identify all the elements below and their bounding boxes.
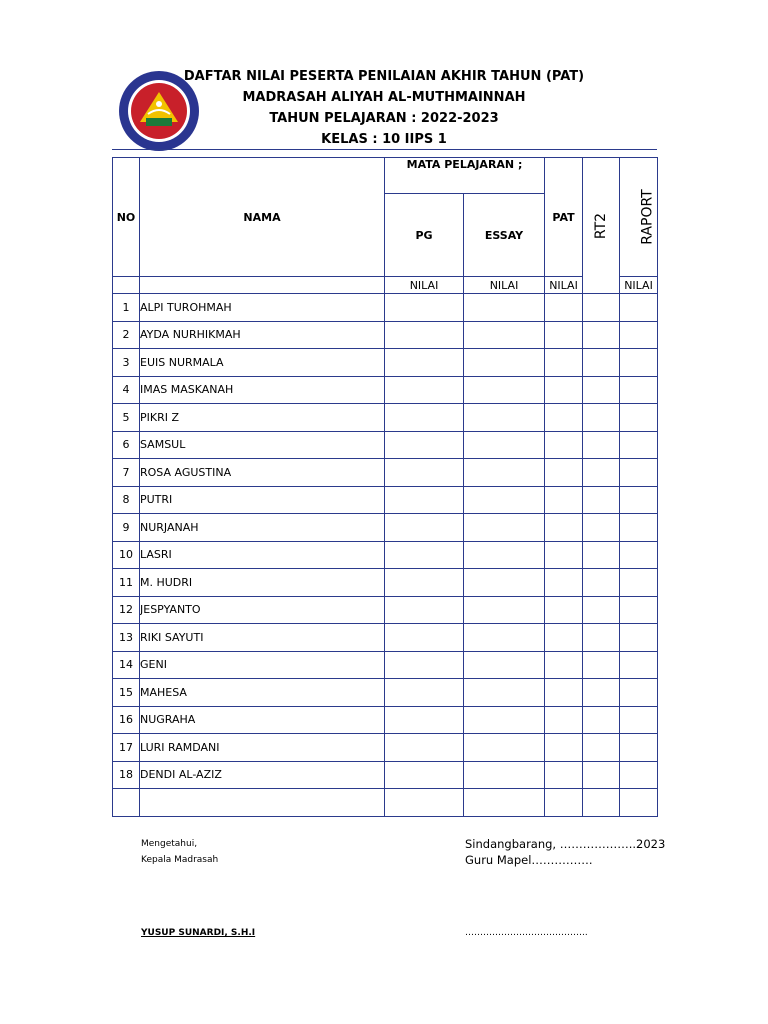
title-line-3: TAHUN PELAJARAN : 2022-2023	[269, 111, 499, 126]
title-line-4: KELAS : 10 IIPS 1	[321, 132, 447, 147]
pg-score-cell[interactable]	[385, 569, 464, 597]
essay-score-cell[interactable]	[464, 706, 545, 734]
table-row	[113, 706, 658, 734]
title-line-2: MADRASAH ALIYAH AL-MUTHMAINNAH	[242, 90, 526, 105]
pat-score-cell[interactable]	[545, 431, 583, 459]
rt2-score-cell[interactable]	[583, 404, 620, 432]
student-name: NURJANAH	[140, 514, 385, 542]
pat-score-cell[interactable]	[545, 569, 583, 597]
raport-score-cell[interactable]	[620, 734, 658, 762]
kepala-madrasah-label: Kepala Madrasah	[141, 855, 219, 865]
row-number: 18	[113, 761, 140, 789]
rt2-score-cell[interactable]	[583, 706, 620, 734]
row-number: 3	[113, 349, 140, 377]
pg-score-cell[interactable]	[385, 624, 464, 652]
table-row	[113, 486, 658, 514]
row-number: 8	[113, 486, 140, 514]
student-name: JESPYANTO	[140, 596, 385, 624]
table-row	[113, 294, 658, 322]
table-row	[113, 321, 658, 349]
pat-score-cell[interactable]	[545, 734, 583, 762]
pat-score-cell[interactable]	[545, 404, 583, 432]
rt2-score-cell[interactable]	[583, 459, 620, 487]
essay-score-cell[interactable]	[464, 734, 545, 762]
table-row	[113, 404, 658, 432]
row-number: 17	[113, 734, 140, 762]
title-line-1: DAFTAR NILAI PESERTA PENILAIAN AKHIR TAHUN (PAT)	[183, 69, 585, 84]
row-number: 6	[113, 431, 140, 459]
grade-table	[112, 157, 658, 817]
pat-score-cell[interactable]	[545, 706, 583, 734]
header-rule	[112, 149, 657, 150]
student-name: GENI	[140, 651, 385, 679]
place-date-label: Sindangbarang, ………………..2023	[465, 837, 666, 851]
row-number: 7	[113, 459, 140, 487]
raport-score-cell[interactable]	[620, 761, 658, 789]
col-no-header: NO	[113, 158, 140, 277]
raport-score-cell[interactable]	[620, 486, 658, 514]
essay-score-cell[interactable]	[464, 431, 545, 459]
rt2-score-cell[interactable]	[583, 651, 620, 679]
row-number: 15	[113, 679, 140, 707]
essay-score-cell[interactable]	[464, 569, 545, 597]
rt2-score-cell[interactable]	[583, 789, 620, 817]
essay-score-cell[interactable]	[464, 624, 545, 652]
pat-score-cell[interactable]	[545, 294, 583, 322]
rt2-score-cell[interactable]	[583, 541, 620, 569]
col-nama-header: NAMA	[140, 158, 385, 277]
row-number: 9	[113, 514, 140, 542]
table-row	[113, 349, 658, 377]
nilai-spacer-cell	[140, 277, 385, 294]
table-row	[113, 651, 658, 679]
essay-score-cell[interactable]	[464, 376, 545, 404]
pg-score-cell[interactable]	[385, 431, 464, 459]
raport-score-cell[interactable]	[620, 514, 658, 542]
rt2-score-cell[interactable]	[583, 734, 620, 762]
raport-score-cell[interactable]	[620, 376, 658, 404]
table-row	[113, 541, 658, 569]
student-name: ALPI TUROHMAH	[140, 294, 385, 322]
student-name: ROSA AGUSTINA	[140, 459, 385, 487]
rt2-score-cell[interactable]	[583, 376, 620, 404]
pat-score-cell[interactable]	[545, 321, 583, 349]
rt2-score-cell[interactable]	[583, 294, 620, 322]
pg-score-cell[interactable]	[385, 376, 464, 404]
rt2-score-cell[interactable]	[583, 431, 620, 459]
essay-score-cell[interactable]	[464, 486, 545, 514]
raport-label: RAPORT	[639, 189, 656, 245]
nilai-pg-label: NILAI	[385, 277, 464, 294]
essay-score-cell[interactable]	[464, 459, 545, 487]
pg-score-cell[interactable]	[385, 789, 464, 817]
raport-score-cell[interactable]	[620, 541, 658, 569]
raport-score-cell[interactable]	[620, 569, 658, 597]
row-number: 4	[113, 376, 140, 404]
col-pat-header: PAT	[545, 158, 583, 277]
document-header	[140, 66, 628, 150]
student-name: PIKRI Z	[140, 404, 385, 432]
pg-score-cell[interactable]	[385, 514, 464, 542]
table-row	[113, 761, 658, 789]
rt2-score-cell[interactable]	[583, 761, 620, 789]
nilai-pat-label: NILAI	[545, 277, 583, 294]
student-name	[140, 789, 385, 817]
raport-score-cell[interactable]	[620, 431, 658, 459]
raport-score-cell[interactable]	[620, 679, 658, 707]
table-row	[113, 789, 658, 817]
nilai-raport-label: NILAI	[620, 277, 658, 294]
student-name: MAHESA	[140, 679, 385, 707]
guru-mapel-label: Guru Mapel…………….	[465, 853, 593, 867]
pg-score-cell[interactable]	[385, 706, 464, 734]
pg-score-cell[interactable]	[385, 651, 464, 679]
student-name: LASRI	[140, 541, 385, 569]
pat-score-cell[interactable]	[545, 651, 583, 679]
student-name: NUGRAHA	[140, 706, 385, 734]
table-row	[113, 679, 658, 707]
essay-score-cell[interactable]	[464, 294, 545, 322]
pat-score-cell[interactable]	[545, 349, 583, 377]
col-essay-header: ESSAY	[464, 194, 545, 277]
essay-score-cell[interactable]	[464, 789, 545, 817]
pg-score-cell[interactable]	[385, 596, 464, 624]
rt2-score-cell[interactable]	[583, 679, 620, 707]
raport-score-cell[interactable]	[620, 651, 658, 679]
essay-score-cell[interactable]	[464, 514, 545, 542]
essay-score-cell[interactable]	[464, 679, 545, 707]
raport-score-cell[interactable]	[620, 706, 658, 734]
essay-score-cell[interactable]	[464, 404, 545, 432]
raport-score-cell[interactable]	[620, 321, 658, 349]
pg-score-cell[interactable]	[385, 459, 464, 487]
col-raport-header	[620, 158, 658, 277]
student-name: M. HUDRI	[140, 569, 385, 597]
row-number	[113, 789, 140, 817]
pat-score-cell[interactable]	[545, 789, 583, 817]
row-number: 16	[113, 706, 140, 734]
pat-score-cell[interactable]	[545, 376, 583, 404]
essay-score-cell[interactable]	[464, 651, 545, 679]
rt2-score-cell[interactable]	[583, 514, 620, 542]
raport-score-cell[interactable]	[620, 789, 658, 817]
col-rt2-header	[583, 158, 620, 294]
rt2-score-cell[interactable]	[583, 596, 620, 624]
table-row	[113, 459, 658, 487]
rt2-score-cell[interactable]	[583, 486, 620, 514]
essay-score-cell[interactable]	[464, 761, 545, 789]
pat-score-cell[interactable]	[545, 624, 583, 652]
pg-score-cell[interactable]	[385, 679, 464, 707]
essay-score-cell[interactable]	[464, 596, 545, 624]
rt2-score-cell[interactable]	[583, 569, 620, 597]
row-number: 5	[113, 404, 140, 432]
raport-score-cell[interactable]	[620, 459, 658, 487]
pat-score-cell[interactable]	[545, 486, 583, 514]
pg-score-cell[interactable]	[385, 321, 464, 349]
nilai-essay-label: NILAI	[464, 277, 545, 294]
row-number: 2	[113, 321, 140, 349]
pat-score-cell[interactable]	[545, 761, 583, 789]
pg-score-cell[interactable]	[385, 486, 464, 514]
row-number: 11	[113, 569, 140, 597]
raport-score-cell[interactable]	[620, 596, 658, 624]
student-name: IMAS MASKANAH	[140, 376, 385, 404]
table-row	[113, 596, 658, 624]
essay-score-cell[interactable]	[464, 321, 545, 349]
pg-score-cell[interactable]	[385, 404, 464, 432]
table-row	[113, 514, 658, 542]
col-mata-pelajaran-header: MATA PELAJARAN ;	[385, 158, 545, 194]
raport-score-cell[interactable]	[620, 624, 658, 652]
raport-score-cell[interactable]	[620, 294, 658, 322]
raport-score-cell[interactable]	[620, 349, 658, 377]
col-pg-header: PG	[385, 194, 464, 277]
pg-score-cell[interactable]	[385, 761, 464, 789]
pg-score-cell[interactable]	[385, 734, 464, 762]
essay-score-cell[interactable]	[464, 541, 545, 569]
table-row	[113, 431, 658, 459]
rt2-score-cell[interactable]	[583, 321, 620, 349]
rt2-score-cell[interactable]	[583, 624, 620, 652]
table-row	[113, 624, 658, 652]
student-name: DENDI AL-AZIZ	[140, 761, 385, 789]
table-row	[113, 569, 658, 597]
raport-score-cell[interactable]	[620, 404, 658, 432]
nilai-spacer-cell	[113, 277, 140, 294]
pg-score-cell[interactable]	[385, 294, 464, 322]
row-number: 14	[113, 651, 140, 679]
row-number: 12	[113, 596, 140, 624]
student-name: PUTRI	[140, 486, 385, 514]
table-row	[113, 734, 658, 762]
pg-score-cell[interactable]	[385, 541, 464, 569]
row-number: 1	[113, 294, 140, 322]
pg-score-cell[interactable]	[385, 349, 464, 377]
pat-score-cell[interactable]	[545, 459, 583, 487]
table-row	[113, 376, 658, 404]
pat-score-cell[interactable]	[545, 541, 583, 569]
pat-score-cell[interactable]	[545, 596, 583, 624]
student-name: EUIS NURMALA	[140, 349, 385, 377]
pat-score-cell[interactable]	[545, 679, 583, 707]
student-name: RIKI SAYUTI	[140, 624, 385, 652]
rt2-score-cell[interactable]	[583, 349, 620, 377]
rt2-label: RT2	[593, 212, 610, 239]
row-number: 10	[113, 541, 140, 569]
guru-mapel-signature-line: …………………………………..	[465, 928, 588, 938]
pat-score-cell[interactable]	[545, 514, 583, 542]
kepala-madrasah-name: YUSUP SUNARDI, S.H.I	[141, 928, 256, 938]
student-name: AYDA NURHIKMAH	[140, 321, 385, 349]
row-number: 13	[113, 624, 140, 652]
student-name: LURI RAMDANI	[140, 734, 385, 762]
mengetahui-label: Mengetahui,	[141, 839, 198, 849]
student-name: SAMSUL	[140, 431, 385, 459]
essay-score-cell[interactable]	[464, 349, 545, 377]
